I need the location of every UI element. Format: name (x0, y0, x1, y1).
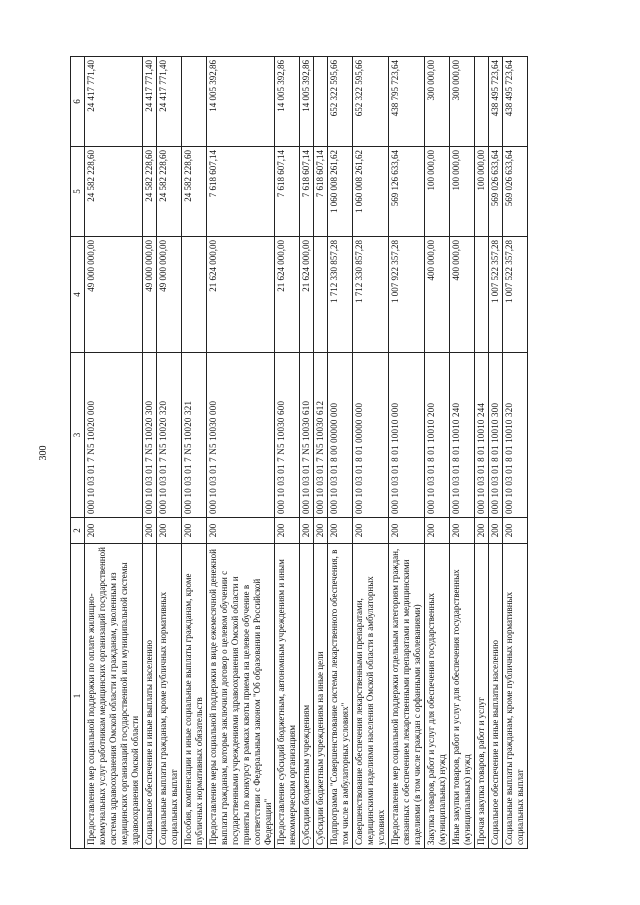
row-code: 000 10 03 01 8 01 10010 300 (488, 353, 502, 518)
row-code: 000 10 03 01 8 01 10010 240 (450, 353, 475, 518)
row-value-6: 300 000,00 (425, 57, 450, 147)
row-value-6: 14 005 392,86 (275, 57, 300, 147)
table-row (425, 57, 450, 849)
row-value-4 (474, 237, 488, 353)
row-code: 000 10 03 01 8 01 10010 200 (425, 353, 450, 518)
table-row (181, 57, 206, 849)
row-code: 000 10 03 01 8 01 10010 320 (502, 353, 527, 518)
row-value-4: 1 007 922 357,28 (389, 237, 425, 353)
row-code: 000 10 03 01 7 N5 10030 600 (275, 353, 300, 518)
row-value-4: 400 000,00 (450, 237, 475, 353)
budget-table (70, 56, 528, 849)
row-grbs: 200 (425, 518, 450, 544)
row-code: 000 10 03 01 8 00 00000 000 (328, 353, 353, 518)
row-value-6: 300 000,00 (450, 57, 475, 147)
row-grbs: 200 (474, 518, 488, 544)
row-value-5: 24 582 228,60 (181, 147, 206, 237)
table-row (488, 57, 502, 849)
row-value-5: 100 000,00 (474, 147, 488, 237)
row-value-6: 24 417 771,40 (142, 57, 156, 147)
row-grbs: 200 (450, 518, 475, 544)
row-value-5: 24 582 228,60 (156, 147, 181, 237)
table-row (275, 57, 300, 849)
row-name: Совершенствование обеспечения лекарственными препаратами, медицинскими изделиями населения Омской области в амбулаторных условиях (353, 544, 389, 849)
row-value-6 (314, 57, 328, 147)
table-row (142, 57, 156, 849)
row-value-5: 24 582 228,60 (142, 147, 156, 237)
header-row (71, 57, 85, 849)
table-row (314, 57, 328, 849)
row-name: Закупка товаров, работ и услуг для обеспечения государственных (муниципальных) нужд (425, 544, 450, 849)
row-value-4: 49 000 000,00 (142, 237, 156, 353)
row-value-4 (181, 237, 206, 353)
row-value-5: 569 026 633,64 (502, 147, 527, 237)
row-value-4 (314, 237, 328, 353)
header-cell: 3 (71, 353, 85, 518)
row-value-4: 21 624 000,00 (206, 237, 275, 353)
row-code: 000 10 03 01 7 N5 10020 300 (142, 353, 156, 518)
row-code: 000 10 03 01 8 01 10010 000 (389, 353, 425, 518)
table-row (156, 57, 181, 849)
row-grbs: 200 (300, 518, 314, 544)
table-row (353, 57, 389, 849)
row-grbs: 200 (389, 518, 425, 544)
row-code: 000 10 03 01 7 N5 10030 000 (206, 353, 275, 518)
row-code: 000 10 03 01 8 01 00000 000 (353, 353, 389, 518)
table-row (450, 57, 475, 849)
row-grbs: 200 (502, 518, 527, 544)
row-value-6: 438 495 723,64 (488, 57, 502, 147)
row-value-5: 1 060 008 261,62 (353, 147, 389, 237)
header-cell: 6 (71, 57, 85, 147)
row-value-6: 438 795 723,64 (389, 57, 425, 147)
row-value-5: 100 000,00 (450, 147, 475, 237)
header-cell: 5 (71, 147, 85, 237)
row-name: Предоставление мер социальной поддержки отдельным категориям граждан, связанных с обеспечением лекарственными препаратами и медицинскими изделиями (в том числе граждан с орфанными заболеваниями) (389, 544, 425, 849)
row-grbs: 200 (181, 518, 206, 544)
row-code: 000 10 03 01 7 N5 10020 000 (84, 353, 142, 518)
table-row (502, 57, 527, 849)
row-value-4: 49 000 000,00 (84, 237, 142, 353)
row-value-6: 24 417 771,40 (84, 57, 142, 147)
row-code: 000 10 03 01 7 N5 10030 610 (300, 353, 314, 518)
row-name: Предоставление мер социальной поддержки по оплате жилищно-коммунальных услуг работникам медицинских организаций государственной системы здравоохранения Омской области и гражданам, уволенным из медицинских организаций государственной или муниципальной системы здравоохранения Омской области (84, 544, 142, 849)
row-value-5: 100 000,00 (425, 147, 450, 237)
header-cell: 4 (71, 237, 85, 353)
row-value-5: 7 618 607,14 (275, 147, 300, 237)
row-name: Социальное обеспечение и иные выплаты населению (488, 544, 502, 849)
row-grbs: 200 (328, 518, 353, 544)
row-name: Пособия, компенсации и иные социальные выплаты гражданам, кроме публичных нормативных обязательств (181, 544, 206, 849)
row-grbs: 200 (142, 518, 156, 544)
row-value-4: 49 000 000,00 (156, 237, 181, 353)
row-code: 000 10 03 01 7 N5 10030 612 (314, 353, 328, 518)
table-body (84, 57, 527, 849)
table-row (328, 57, 353, 849)
row-grbs: 200 (314, 518, 328, 544)
row-name: Субсидии бюджетным учреждениям на иные цели (314, 544, 328, 849)
row-value-4: 1 712 330 857,28 (353, 237, 389, 353)
row-value-6: 14 005 392,86 (206, 57, 275, 147)
row-value-4: 21 624 000,00 (275, 237, 300, 353)
row-code: 000 10 03 01 8 01 10010 244 (474, 353, 488, 518)
row-value-5: 7 618 607,14 (314, 147, 328, 237)
row-code: 000 10 03 01 7 N5 10020 321 (181, 353, 206, 518)
row-value-5: 569 126 633,64 (389, 147, 425, 237)
row-name: Предоставление субсидий бюджетным, автономным учреждениям и иным некоммерческим организациям (275, 544, 300, 849)
row-grbs: 200 (84, 518, 142, 544)
row-value-5: 569 026 633,64 (488, 147, 502, 237)
row-value-6: 14 005 392,86 (300, 57, 314, 147)
row-name: Иные закупки товаров, работ и услуг для обеспечения государственных (муниципальных) нужд (450, 544, 475, 849)
table-row (300, 57, 314, 849)
table-row (206, 57, 275, 849)
row-name: Субсидии бюджетным учреждениям (300, 544, 314, 849)
row-grbs: 200 (206, 518, 275, 544)
row-value-5: 1 060 008 261,62 (328, 147, 353, 237)
table-row (389, 57, 425, 849)
row-value-5: 7 618 607,14 (206, 147, 275, 237)
row-name: Прочая закупка товаров, работ и услуг (474, 544, 488, 849)
row-grbs: 200 (275, 518, 300, 544)
row-value-4: 400 000,00 (425, 237, 450, 353)
row-grbs: 200 (353, 518, 389, 544)
row-grbs: 200 (488, 518, 502, 544)
row-value-5: 24 582 228,60 (84, 147, 142, 237)
row-name: Социальные выплаты гражданам, кроме публичных нормативных социальных выплат (156, 544, 181, 849)
row-value-6: 652 322 595,66 (353, 57, 389, 147)
table-row (84, 57, 142, 849)
row-value-6 (181, 57, 206, 147)
row-value-5: 7 618 607,14 (300, 147, 314, 237)
row-grbs: 200 (156, 518, 181, 544)
row-code: 000 10 03 01 7 N5 10020 320 (156, 353, 181, 518)
row-value-4: 21 624 000,00 (300, 237, 314, 353)
rotated-page (70, 57, 598, 849)
row-value-6: 24 417 771,40 (156, 57, 181, 147)
row-value-4: 1 712 330 857,28 (328, 237, 353, 353)
row-name: Предоставление меры социальной поддержки в виде ежемесячной денежной выплаты гражданам, которые заключили договор о целевом обучении с государственными учреждениями здравоохранения Омской области и приняты по конкурсу в рамках квоты приема на целевое обучение в соответствии с Федеральным законом "Об образовании в Российской Федерации" (206, 544, 275, 849)
row-value-4: 1 007 522 357,28 (502, 237, 527, 353)
row-name: Подпрограмма "Совершенствование системы лекарственного обеспечения, в том числе в амбулаторных условиях" (328, 544, 353, 849)
row-value-6: 438 495 723,64 (502, 57, 527, 147)
row-value-4: 1 007 522 357,28 (488, 237, 502, 353)
header-cell: 1 (71, 544, 85, 849)
row-value-6: 652 322 595,66 (328, 57, 353, 147)
header-cell: 2 (71, 518, 85, 544)
table-row (474, 57, 488, 849)
row-name: Социальные выплаты гражданам, кроме публичных нормативных социальных выплат (502, 544, 527, 849)
page-number: 300 (38, 445, 49, 461)
row-value-6 (474, 57, 488, 147)
row-name: Социальное обеспечение и иные выплаты населению (142, 544, 156, 849)
